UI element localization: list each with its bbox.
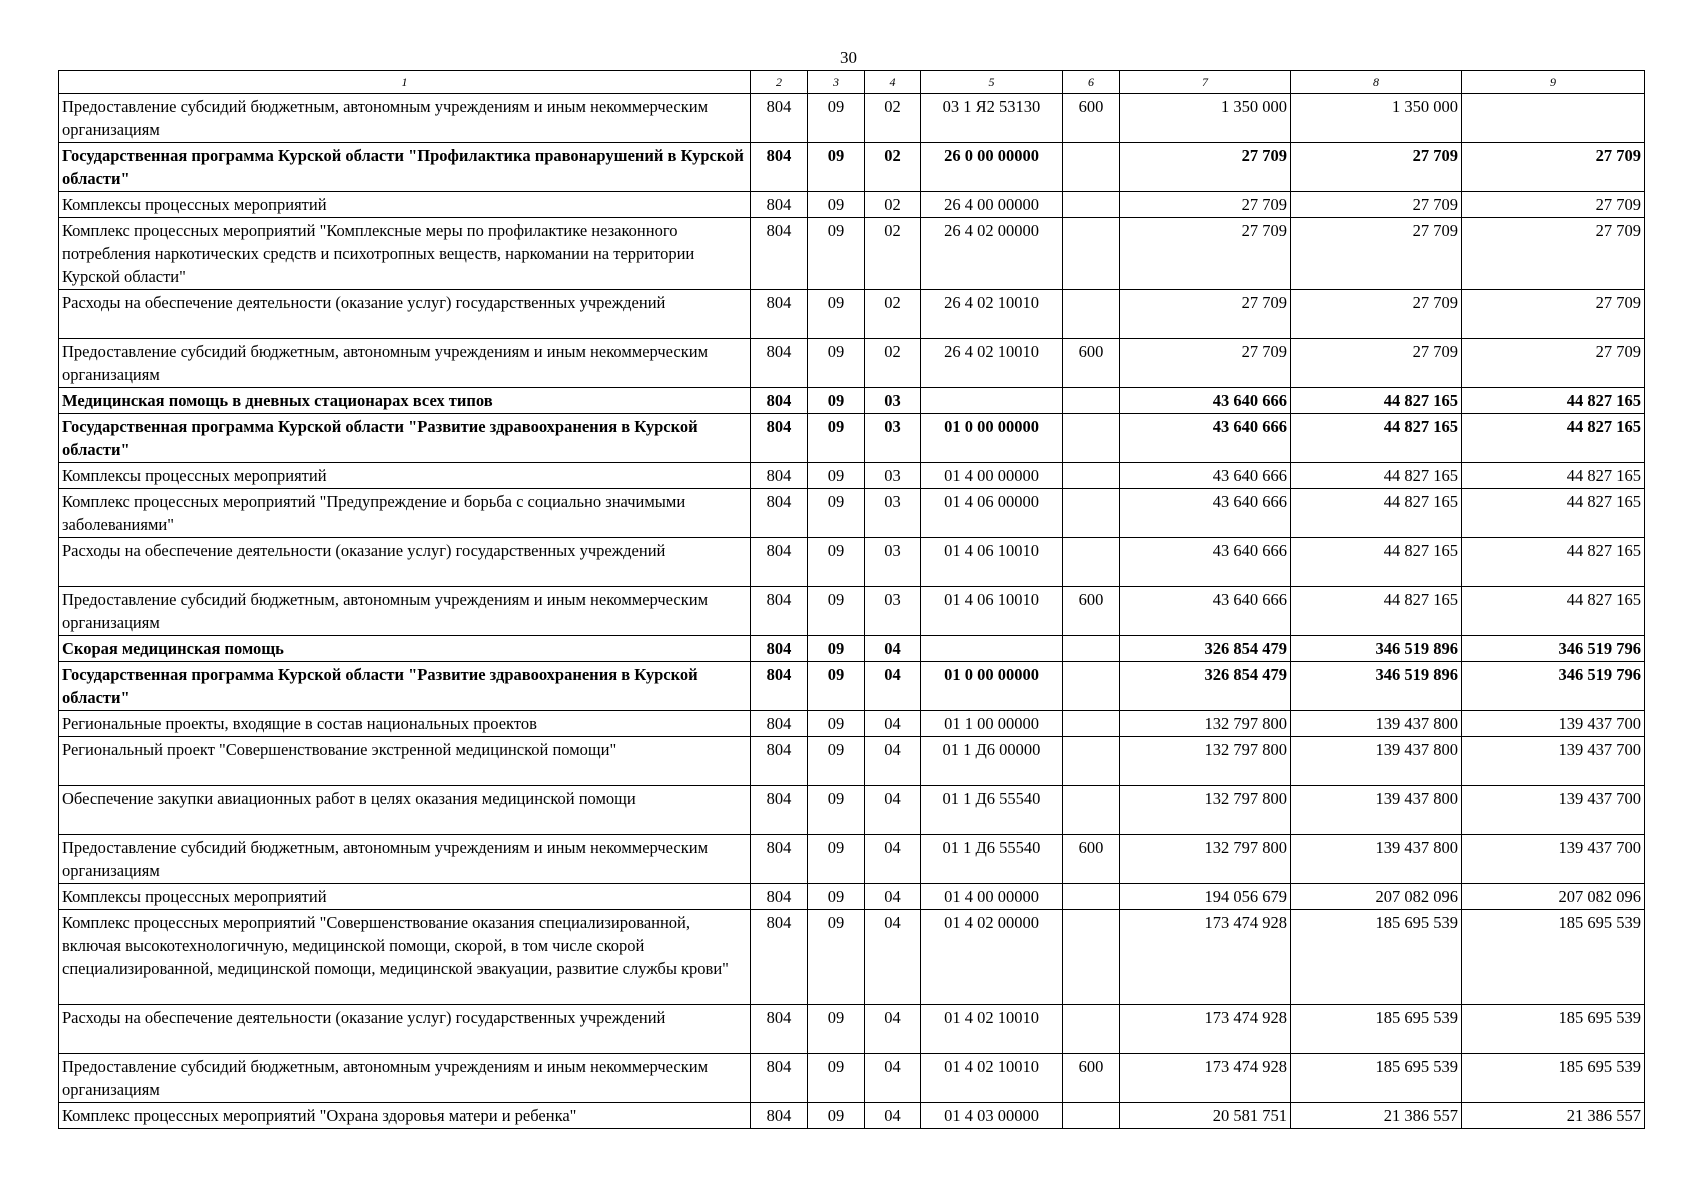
- amount-col9-cell: 44 827 165: [1462, 489, 1645, 538]
- expense-type-cell: [1063, 737, 1120, 786]
- section-code-cell: 09: [808, 388, 865, 414]
- target-article-cell: 01 0 00 00000: [921, 414, 1063, 463]
- table-row: [59, 587, 1645, 636]
- amount-col8-cell: 44 827 165: [1291, 414, 1462, 463]
- table-row: [59, 94, 1645, 143]
- table-row: [59, 489, 1645, 538]
- expense-type-cell: [1063, 786, 1120, 835]
- amount-col9-cell: 44 827 165: [1462, 538, 1645, 587]
- subsection-code-cell: 02: [865, 143, 921, 192]
- item-name-cell: Медицинская помощь в дневных стационарах всех типов: [59, 388, 751, 414]
- target-article-cell: 01 4 06 10010: [921, 538, 1063, 587]
- amount-col8-cell: 346 519 896: [1291, 636, 1462, 662]
- amount-col8-cell: 207 082 096: [1291, 884, 1462, 910]
- table-row: [59, 884, 1645, 910]
- ministry-code-cell: 804: [751, 414, 808, 463]
- subsection-code-cell: 04: [865, 662, 921, 711]
- amount-col8-cell: 27 709: [1291, 290, 1462, 339]
- amount-col8-cell: 139 437 800: [1291, 835, 1462, 884]
- section-code-cell: 09: [808, 910, 865, 1005]
- amount-col7-cell: 20 581 751: [1120, 1103, 1291, 1129]
- amount-col8-cell: 185 695 539: [1291, 910, 1462, 1005]
- column-header: 9: [1462, 71, 1645, 94]
- amount-col8-cell: 346 519 896: [1291, 662, 1462, 711]
- ministry-code-cell: 804: [751, 1103, 808, 1129]
- expense-type-cell: 600: [1063, 835, 1120, 884]
- amount-col7-cell: 194 056 679: [1120, 884, 1291, 910]
- section-code-cell: 09: [808, 737, 865, 786]
- section-code-cell: 09: [808, 339, 865, 388]
- target-article-cell: 01 4 00 00000: [921, 463, 1063, 489]
- section-code-cell: 09: [808, 662, 865, 711]
- section-code-cell: 09: [808, 636, 865, 662]
- item-name-cell: Государственная программа Курской области "Профилактика правонарушений в Курской области": [59, 143, 751, 192]
- ministry-code-cell: 804: [751, 388, 808, 414]
- table-body: [59, 94, 1645, 1129]
- expense-type-cell: 600: [1063, 587, 1120, 636]
- section-code-cell: 09: [808, 538, 865, 587]
- amount-col7-cell: 43 640 666: [1120, 587, 1291, 636]
- section-code-cell: 09: [808, 835, 865, 884]
- item-name-cell: Комплекс процессных мероприятий "Предупреждение и борьба с социально значимыми заболеваниями": [59, 489, 751, 538]
- amount-col7-cell: 27 709: [1120, 143, 1291, 192]
- amount-col7-cell: 132 797 800: [1120, 737, 1291, 786]
- section-code-cell: 09: [808, 1103, 865, 1129]
- ministry-code-cell: 804: [751, 143, 808, 192]
- item-name-cell: Предоставление субсидий бюджетным, автономным учреждениям и иным некоммерческим организациям: [59, 835, 751, 884]
- expense-type-cell: [1063, 1103, 1120, 1129]
- target-article-cell: 01 4 02 10010: [921, 1005, 1063, 1054]
- column-header: 4: [865, 71, 921, 94]
- target-article-cell: 01 4 03 00000: [921, 1103, 1063, 1129]
- item-name-cell: Предоставление субсидий бюджетным, автономным учреждениям и иным некоммерческим организациям: [59, 339, 751, 388]
- amount-col9-cell: 185 695 539: [1462, 910, 1645, 1005]
- table-row: [59, 1054, 1645, 1103]
- amount-col9-cell: 139 437 700: [1462, 711, 1645, 737]
- amount-col7-cell: 27 709: [1120, 290, 1291, 339]
- target-article-cell: 26 4 00 00000: [921, 192, 1063, 218]
- amount-col8-cell: 21 386 557: [1291, 1103, 1462, 1129]
- amount-col7-cell: 1 350 000: [1120, 94, 1291, 143]
- amount-col9-cell: 44 827 165: [1462, 388, 1645, 414]
- expense-type-cell: [1063, 1005, 1120, 1054]
- section-code-cell: 09: [808, 218, 865, 290]
- section-code-cell: 09: [808, 143, 865, 192]
- amount-col9-cell: 27 709: [1462, 339, 1645, 388]
- amount-col9-cell: [1462, 94, 1645, 143]
- item-name-cell: Региональный проект "Совершенствование экстренной медицинской помощи": [59, 737, 751, 786]
- target-article-cell: [921, 388, 1063, 414]
- target-article-cell: 03 1 Я2 53130: [921, 94, 1063, 143]
- amount-col7-cell: 326 854 479: [1120, 662, 1291, 711]
- expense-type-cell: [1063, 884, 1120, 910]
- table-row: [59, 414, 1645, 463]
- subsection-code-cell: 03: [865, 463, 921, 489]
- amount-col8-cell: 44 827 165: [1291, 489, 1462, 538]
- amount-col8-cell: 44 827 165: [1291, 463, 1462, 489]
- target-article-cell: 01 1 Д6 55540: [921, 786, 1063, 835]
- subsection-code-cell: 04: [865, 1103, 921, 1129]
- subsection-code-cell: 04: [865, 1054, 921, 1103]
- item-name-cell: Комплекс процессных мероприятий "Комплексные меры по профилактике незаконного потребления наркотических средств и психотропных веществ, наркомании на территории Курской области": [59, 218, 751, 290]
- target-article-cell: 01 1 00 00000: [921, 711, 1063, 737]
- table-row: [59, 1103, 1645, 1129]
- target-article-cell: 01 4 06 00000: [921, 489, 1063, 538]
- target-article-cell: 01 0 00 00000: [921, 662, 1063, 711]
- target-article-cell: 01 4 02 10010: [921, 1054, 1063, 1103]
- table-row: [59, 290, 1645, 339]
- expense-type-cell: 600: [1063, 94, 1120, 143]
- table-row: [59, 192, 1645, 218]
- section-code-cell: 09: [808, 463, 865, 489]
- amount-col7-cell: 132 797 800: [1120, 786, 1291, 835]
- ministry-code-cell: 804: [751, 662, 808, 711]
- amount-col8-cell: 44 827 165: [1291, 587, 1462, 636]
- amount-col9-cell: 207 082 096: [1462, 884, 1645, 910]
- section-code-cell: 09: [808, 94, 865, 143]
- section-code-cell: 09: [808, 884, 865, 910]
- subsection-code-cell: 04: [865, 884, 921, 910]
- table-row: [59, 143, 1645, 192]
- expense-type-cell: [1063, 910, 1120, 1005]
- item-name-cell: Расходы на обеспечение деятельности (оказание услуг) государственных учреждений: [59, 538, 751, 587]
- amount-col7-cell: 173 474 928: [1120, 1005, 1291, 1054]
- amount-col7-cell: 43 640 666: [1120, 538, 1291, 587]
- amount-col8-cell: 139 437 800: [1291, 786, 1462, 835]
- amount-col9-cell: 44 827 165: [1462, 414, 1645, 463]
- item-name-cell: Государственная программа Курской области "Развитие здравоохранения в Курской области": [59, 662, 751, 711]
- subsection-code-cell: 02: [865, 339, 921, 388]
- ministry-code-cell: 804: [751, 737, 808, 786]
- expense-type-cell: [1063, 388, 1120, 414]
- budget-table: [58, 70, 1645, 1129]
- target-article-cell: [921, 636, 1063, 662]
- table-row: [59, 218, 1645, 290]
- column-header: 2: [751, 71, 808, 94]
- amount-col9-cell: 185 695 539: [1462, 1005, 1645, 1054]
- section-code-cell: 09: [808, 1054, 865, 1103]
- item-name-cell: Предоставление субсидий бюджетным, автономным учреждениям и иным некоммерческим организациям: [59, 1054, 751, 1103]
- subsection-code-cell: 02: [865, 290, 921, 339]
- amount-col9-cell: 346 519 796: [1462, 662, 1645, 711]
- table-row: [59, 388, 1645, 414]
- item-name-cell: Региональные проекты, входящие в состав национальных проектов: [59, 711, 751, 737]
- ministry-code-cell: 804: [751, 884, 808, 910]
- subsection-code-cell: 04: [865, 636, 921, 662]
- amount-col7-cell: 43 640 666: [1120, 388, 1291, 414]
- amount-col7-cell: 173 474 928: [1120, 1054, 1291, 1103]
- amount-col8-cell: 139 437 800: [1291, 711, 1462, 737]
- item-name-cell: Скорая медицинская помощь: [59, 636, 751, 662]
- expense-type-cell: [1063, 538, 1120, 587]
- amount-col7-cell: 43 640 666: [1120, 489, 1291, 538]
- amount-col8-cell: 1 350 000: [1291, 94, 1462, 143]
- expense-type-cell: [1063, 414, 1120, 463]
- table-row: [59, 1005, 1645, 1054]
- expense-type-cell: [1063, 463, 1120, 489]
- amount-col7-cell: 132 797 800: [1120, 835, 1291, 884]
- subsection-code-cell: 02: [865, 218, 921, 290]
- amount-col7-cell: 173 474 928: [1120, 910, 1291, 1005]
- item-name-cell: Предоставление субсидий бюджетным, автономным учреждениям и иным некоммерческим организациям: [59, 587, 751, 636]
- subsection-code-cell: 04: [865, 835, 921, 884]
- amount-col8-cell: 27 709: [1291, 143, 1462, 192]
- table-row: [59, 463, 1645, 489]
- ministry-code-cell: 804: [751, 339, 808, 388]
- column-header: 6: [1063, 71, 1120, 94]
- item-name-cell: Комплекс процессных мероприятий "Охрана здоровья матери и ребенка": [59, 1103, 751, 1129]
- amount-col7-cell: 43 640 666: [1120, 463, 1291, 489]
- item-name-cell: Расходы на обеспечение деятельности (оказание услуг) государственных учреждений: [59, 1005, 751, 1054]
- table-row: [59, 711, 1645, 737]
- column-header: 5: [921, 71, 1063, 94]
- target-article-cell: 26 4 02 10010: [921, 339, 1063, 388]
- page-number: 30: [840, 48, 857, 67]
- item-name-cell: Предоставление субсидий бюджетным, автономным учреждениям и иным некоммерческим организациям: [59, 94, 751, 143]
- target-article-cell: 01 1 Д6 00000: [921, 737, 1063, 786]
- table-row: [59, 662, 1645, 711]
- subsection-code-cell: 04: [865, 711, 921, 737]
- expense-type-cell: 600: [1063, 339, 1120, 388]
- ministry-code-cell: 804: [751, 218, 808, 290]
- target-article-cell: 26 0 00 00000: [921, 143, 1063, 192]
- subsection-code-cell: 04: [865, 910, 921, 1005]
- table-row: [59, 538, 1645, 587]
- ministry-code-cell: 804: [751, 290, 808, 339]
- table-row: [59, 339, 1645, 388]
- subsection-code-cell: 04: [865, 1005, 921, 1054]
- item-name-cell: Обеспечение закупки авиационных работ в целях оказания медицинской помощи: [59, 786, 751, 835]
- subsection-code-cell: 03: [865, 388, 921, 414]
- column-header: 7: [1120, 71, 1291, 94]
- amount-col7-cell: 43 640 666: [1120, 414, 1291, 463]
- ministry-code-cell: 804: [751, 587, 808, 636]
- ministry-code-cell: 804: [751, 1005, 808, 1054]
- section-code-cell: 09: [808, 414, 865, 463]
- ministry-code-cell: 804: [751, 94, 808, 143]
- amount-col8-cell: 44 827 165: [1291, 538, 1462, 587]
- amount-col8-cell: 27 709: [1291, 192, 1462, 218]
- section-code-cell: 09: [808, 290, 865, 339]
- subsection-code-cell: 03: [865, 538, 921, 587]
- section-code-cell: 09: [808, 587, 865, 636]
- expense-type-cell: [1063, 636, 1120, 662]
- amount-col9-cell: 139 437 700: [1462, 786, 1645, 835]
- amount-col9-cell: 27 709: [1462, 192, 1645, 218]
- expense-type-cell: [1063, 290, 1120, 339]
- expense-type-cell: [1063, 489, 1120, 538]
- ministry-code-cell: 804: [751, 463, 808, 489]
- table-row: [59, 636, 1645, 662]
- amount-col8-cell: 27 709: [1291, 339, 1462, 388]
- subsection-code-cell: 03: [865, 587, 921, 636]
- column-header: 1: [59, 71, 751, 94]
- table-row: [59, 835, 1645, 884]
- column-header: 3: [808, 71, 865, 94]
- item-name-cell: Комплекс процессных мероприятий "Совершенствование оказания специализированной, включая высокотехнологичную, медицинской помощи, скорой, в том числе скорой специализированной, медицинской помощи, медицинской эвакуации, развитие службы крови": [59, 910, 751, 1005]
- item-name-cell: Комплексы процессных мероприятий: [59, 192, 751, 218]
- subsection-code-cell: 03: [865, 414, 921, 463]
- subsection-code-cell: 02: [865, 94, 921, 143]
- amount-col8-cell: 44 827 165: [1291, 388, 1462, 414]
- ministry-code-cell: 804: [751, 636, 808, 662]
- table-row: [59, 786, 1645, 835]
- ministry-code-cell: 804: [751, 489, 808, 538]
- amount-col8-cell: 185 695 539: [1291, 1054, 1462, 1103]
- target-article-cell: 26 4 02 00000: [921, 218, 1063, 290]
- target-article-cell: 01 4 00 00000: [921, 884, 1063, 910]
- subsection-code-cell: 02: [865, 192, 921, 218]
- item-name-cell: Комплексы процессных мероприятий: [59, 463, 751, 489]
- amount-col9-cell: 44 827 165: [1462, 587, 1645, 636]
- amount-col9-cell: 139 437 700: [1462, 835, 1645, 884]
- amount-col7-cell: 132 797 800: [1120, 711, 1291, 737]
- ministry-code-cell: 804: [751, 786, 808, 835]
- subsection-code-cell: 03: [865, 489, 921, 538]
- table-row: [59, 737, 1645, 786]
- item-name-cell: Государственная программа Курской области "Развитие здравоохранения в Курской области": [59, 414, 751, 463]
- section-code-cell: 09: [808, 192, 865, 218]
- item-name-cell: Расходы на обеспечение деятельности (оказание услуг) государственных учреждений: [59, 290, 751, 339]
- column-number-row: [59, 71, 1645, 94]
- amount-col9-cell: 185 695 539: [1462, 1054, 1645, 1103]
- expense-type-cell: [1063, 192, 1120, 218]
- expense-type-cell: [1063, 662, 1120, 711]
- ministry-code-cell: 804: [751, 910, 808, 1005]
- amount-col7-cell: 326 854 479: [1120, 636, 1291, 662]
- column-header: 8: [1291, 71, 1462, 94]
- amount-col9-cell: 21 386 557: [1462, 1103, 1645, 1129]
- amount-col8-cell: 27 709: [1291, 218, 1462, 290]
- amount-col9-cell: 44 827 165: [1462, 463, 1645, 489]
- section-code-cell: 09: [808, 786, 865, 835]
- amount-col9-cell: 27 709: [1462, 290, 1645, 339]
- ministry-code-cell: 804: [751, 192, 808, 218]
- section-code-cell: 09: [808, 711, 865, 737]
- target-article-cell: 26 4 02 10010: [921, 290, 1063, 339]
- amount-col9-cell: 346 519 796: [1462, 636, 1645, 662]
- table-row: [59, 910, 1645, 1005]
- target-article-cell: 01 1 Д6 55540: [921, 835, 1063, 884]
- amount-col8-cell: 185 695 539: [1291, 1005, 1462, 1054]
- ministry-code-cell: 804: [751, 711, 808, 737]
- subsection-code-cell: 04: [865, 737, 921, 786]
- item-name-cell: Комплексы процессных мероприятий: [59, 884, 751, 910]
- amount-col9-cell: 139 437 700: [1462, 737, 1645, 786]
- subsection-code-cell: 04: [865, 786, 921, 835]
- expense-type-cell: [1063, 711, 1120, 737]
- expense-type-cell: [1063, 218, 1120, 290]
- ministry-code-cell: 804: [751, 538, 808, 587]
- expense-type-cell: 600: [1063, 1054, 1120, 1103]
- ministry-code-cell: 804: [751, 1054, 808, 1103]
- target-article-cell: 01 4 02 00000: [921, 910, 1063, 1005]
- amount-col8-cell: 139 437 800: [1291, 737, 1462, 786]
- amount-col7-cell: 27 709: [1120, 192, 1291, 218]
- amount-col9-cell: 27 709: [1462, 143, 1645, 192]
- ministry-code-cell: 804: [751, 835, 808, 884]
- section-code-cell: 09: [808, 1005, 865, 1054]
- expense-type-cell: [1063, 143, 1120, 192]
- amount-col7-cell: 27 709: [1120, 218, 1291, 290]
- amount-col9-cell: 27 709: [1462, 218, 1645, 290]
- amount-col7-cell: 27 709: [1120, 339, 1291, 388]
- section-code-cell: 09: [808, 489, 865, 538]
- target-article-cell: 01 4 06 10010: [921, 587, 1063, 636]
